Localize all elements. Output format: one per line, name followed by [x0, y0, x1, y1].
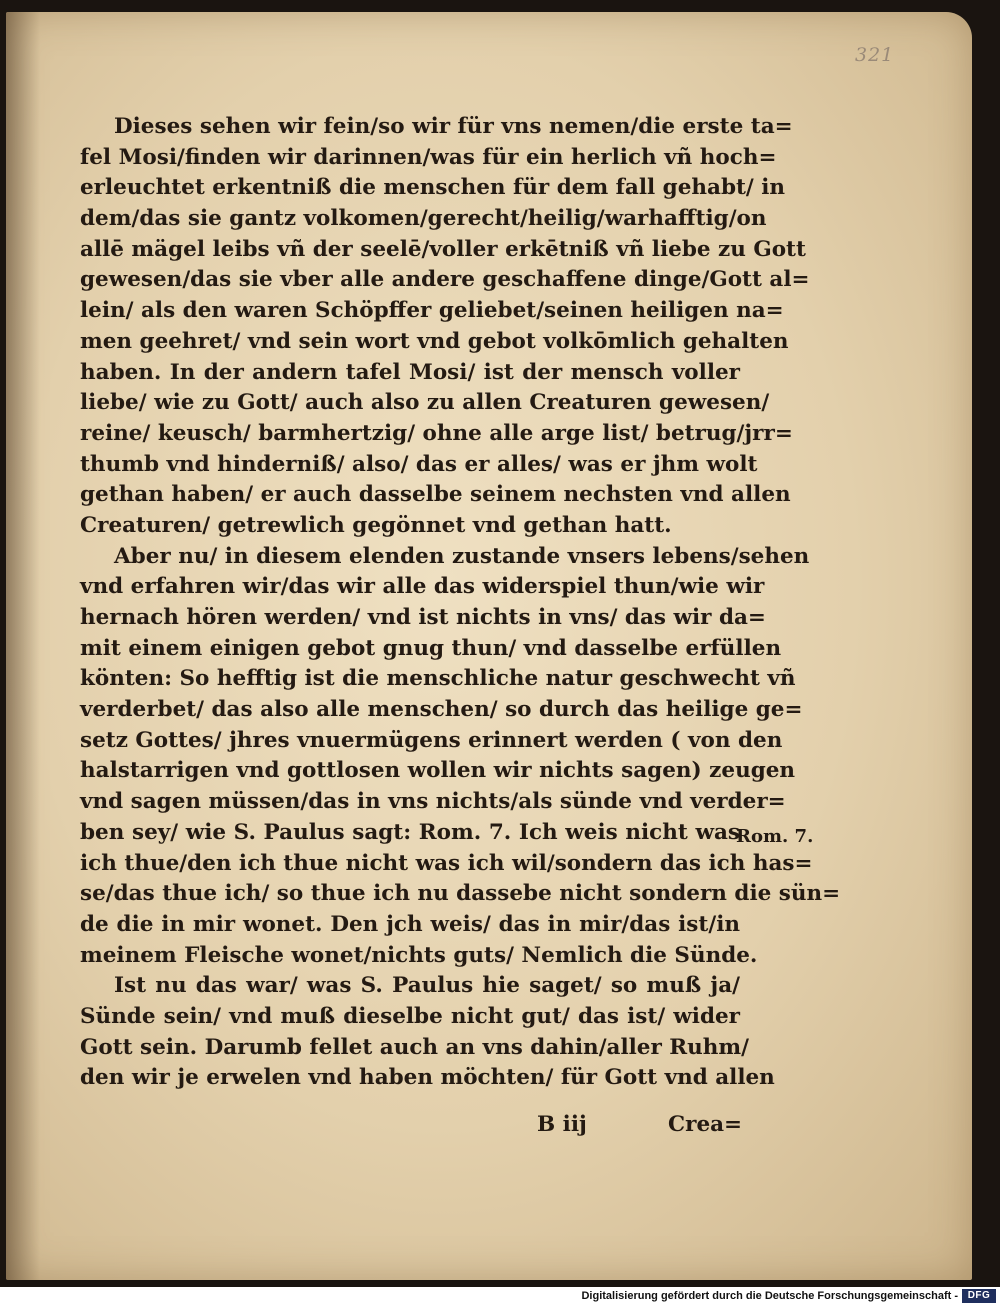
- text-line: vnd sagen müssen/das in vns nichts/als sünde vnd verder=: [80, 789, 786, 815]
- text-line: hernach hören werden/ vnd ist nichts in vns/ das wir da=: [80, 605, 766, 630]
- text-line: men geehret/ vnd sein wort vnd gebot volkōmlich gehalten: [80, 328, 789, 354]
- text-line: dem/das sie gantz volkomen/gerecht/heilig/warhafftig/on: [80, 206, 767, 232]
- text-line: vnd erfahren wir/das wir alle das widerspiel thun/wie wir: [80, 574, 765, 600]
- text-line: halstarrigen vnd gottlosen wollen wir nichts sagen) zeugen: [80, 758, 796, 784]
- text-line: mit einem einigen gebot gnug thun/ vnd dasselbe erfüllen: [80, 635, 782, 661]
- text-line: meinem Fleische wonet/nichts guts/ Nemlich die Sünde.: [80, 942, 758, 968]
- text-line: Creaturen/ getrewlich gegönnet vnd gethan hatt.: [80, 512, 672, 538]
- text-line: erleuchtet erkentniß die menschen für dem fall gehabt/ in: [80, 175, 786, 201]
- dfg-logo: DFG: [962, 1289, 996, 1303]
- text-line: verderbet/ das also alle menschen/ so durch das heilige ge=: [80, 697, 803, 723]
- signature-mark: B iij: [537, 1112, 587, 1137]
- text-line: fel Mosi/finden wir darinnen/was für ein herlich vñ hoch=: [80, 144, 777, 170]
- text-line: Gott sein. Darumb fellet auch an vns dahin/aller Ruhm/: [80, 1034, 750, 1060]
- marginal-note: Rom. 7.: [736, 826, 814, 847]
- text-line: Aber nu/ in diesem elenden zustande vnsers lebens/sehen: [114, 543, 810, 569]
- text-line: könten: So hefftig ist die menschliche natur geschwecht vñ: [80, 666, 796, 692]
- text-line: de die in mir wonet. Den jch weis/ das in mir/das ist/in: [80, 911, 740, 937]
- text-line: Dieses sehen wir fein/so wir für vns nemen/die erste ta=: [114, 114, 793, 139]
- page-spine-shadow: [6, 12, 40, 1280]
- text-line: Sünde sein/ vnd muß dieselbe nicht gut/ das ist/ wider: [80, 1003, 740, 1029]
- catchword: Crea=: [668, 1112, 743, 1137]
- text-line: liebe/ wie zu Gott/ auch also zu allen Creaturen gewesen/: [80, 390, 770, 416]
- text-line: gethan haben/ er auch dasselbe seinem nechsten vnd allen: [80, 482, 791, 508]
- text-line: thumb vnd hinderniß/ also/ das er alles/ was er jhm wolt: [80, 451, 758, 477]
- text-line: Ist nu das war/ was S. Paulus hie saget/ so muß ja/: [114, 973, 740, 999]
- text-line: lein/ als den waren Schöpffer geliebet/seinen heiligen na=: [80, 298, 784, 324]
- text-line: haben. In der andern tafel Mosi/ ist der mensch voller: [80, 359, 740, 385]
- text-line: allē mägel leibs vñ der seelē/voller erkētniß vñ liebe zu Gott: [80, 236, 806, 262]
- text-line: se/das thue ich/ so thue ich nu dassebe nicht sondern die sün=: [80, 881, 841, 907]
- text-line: ich thue/den ich thue nicht was ich wil/sondern das ich has=: [80, 850, 813, 876]
- funding-credit: Digitalisierung gefördert durch die Deutsche Forschungsgemeinschaft -: [581, 1290, 958, 1302]
- text-line: ben sey/ wie S. Paulus sagt: Rom. 7. Ich weis nicht was: [80, 819, 740, 845]
- text-line: gewesen/das sie vber alle andere geschaffene dinge/Gott al=: [80, 267, 810, 293]
- folio-number: 321: [855, 44, 895, 66]
- text-line: den wir je erwelen vnd haben möchten/ für Gott vnd allen: [80, 1065, 775, 1091]
- text-line: reine/ keusch/ barmhertzig/ ohne alle arge list/ betrug/jrr=: [80, 420, 793, 446]
- text-line: setz Gottes/ jhres vnuermügens erinnert werden ( von den: [80, 727, 783, 753]
- body-text: [80, 112, 841, 1094]
